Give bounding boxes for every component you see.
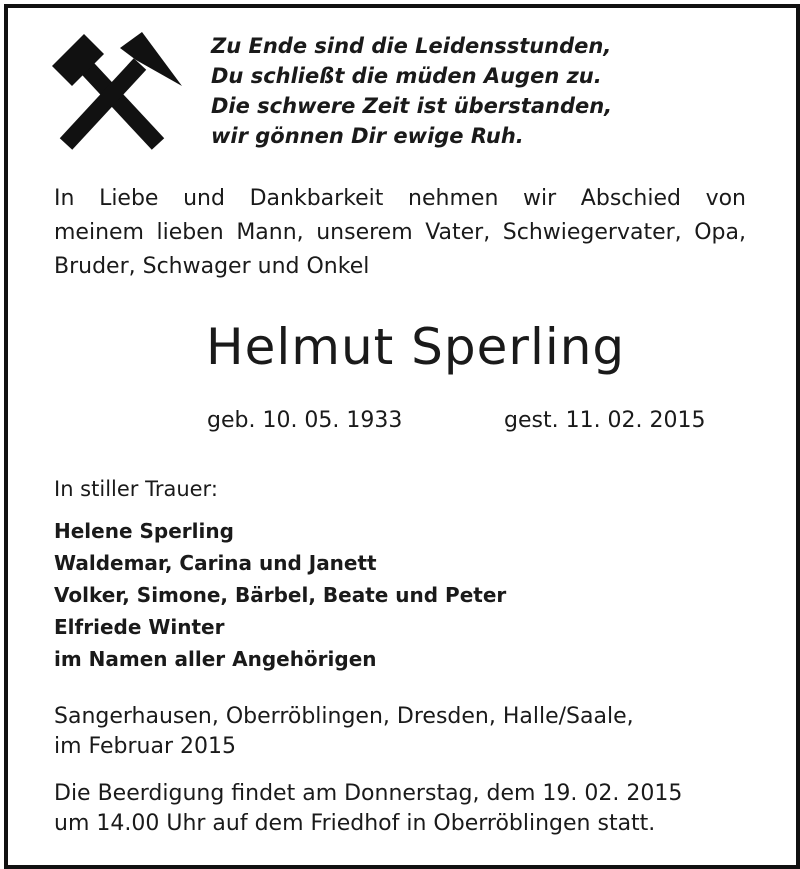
death-date: gest. 11. 02. 2015 — [504, 408, 706, 433]
farewell-line: meinem lieben Mann, unserem Vater, Schwiegervater, Opa, — [54, 220, 746, 245]
place-line: Sangerhausen, Oberröblingen, Dresden, Halle/Saale, — [54, 704, 634, 729]
place-and-date — [54, 702, 634, 762]
mourner: im Namen aller Angehörigen — [54, 647, 377, 671]
poem-line: wir gönnen Dir ewige Ruh. — [211, 124, 524, 148]
birth-date: geb. 10. 05. 1933 — [207, 408, 403, 433]
poem-line: Zu Ende sind die Leidensstunden, — [211, 34, 612, 58]
poem — [211, 31, 612, 151]
deceased-name: Helmut Sperling — [206, 318, 626, 376]
farewell-line: In Liebe und Dankbarkeit nehmen wir Abschied von — [54, 186, 746, 211]
mourner: Volker, Simone, Bärbel, Beate und Peter — [54, 583, 507, 607]
date-line: im Februar 2015 — [54, 734, 236, 759]
poem-line: Die schwere Zeit ist überstanden, — [211, 94, 613, 118]
funeral-line: Die Beerdigung findet am Donnerstag, dem 19. 02. 2015 — [54, 781, 683, 806]
poem-line: Du schließt die müden Augen zu. — [211, 64, 602, 88]
mourner: Waldemar, Carina und Janett — [54, 551, 377, 575]
crossed-hammer-and-pick-icon — [46, 26, 182, 156]
mourning-label: In stiller Trauer: — [54, 477, 218, 501]
farewell-text — [54, 182, 746, 284]
farewell-line: Bruder, Schwager und Onkel — [54, 254, 370, 279]
funeral-info — [54, 779, 682, 839]
mourners-list — [54, 515, 506, 675]
mourner: Helene Sperling — [54, 519, 234, 543]
mourner: Elfriede Winter — [54, 615, 225, 639]
funeral-line: um 14.00 Uhr auf dem Friedhof in Oberröblingen statt. — [54, 811, 656, 836]
